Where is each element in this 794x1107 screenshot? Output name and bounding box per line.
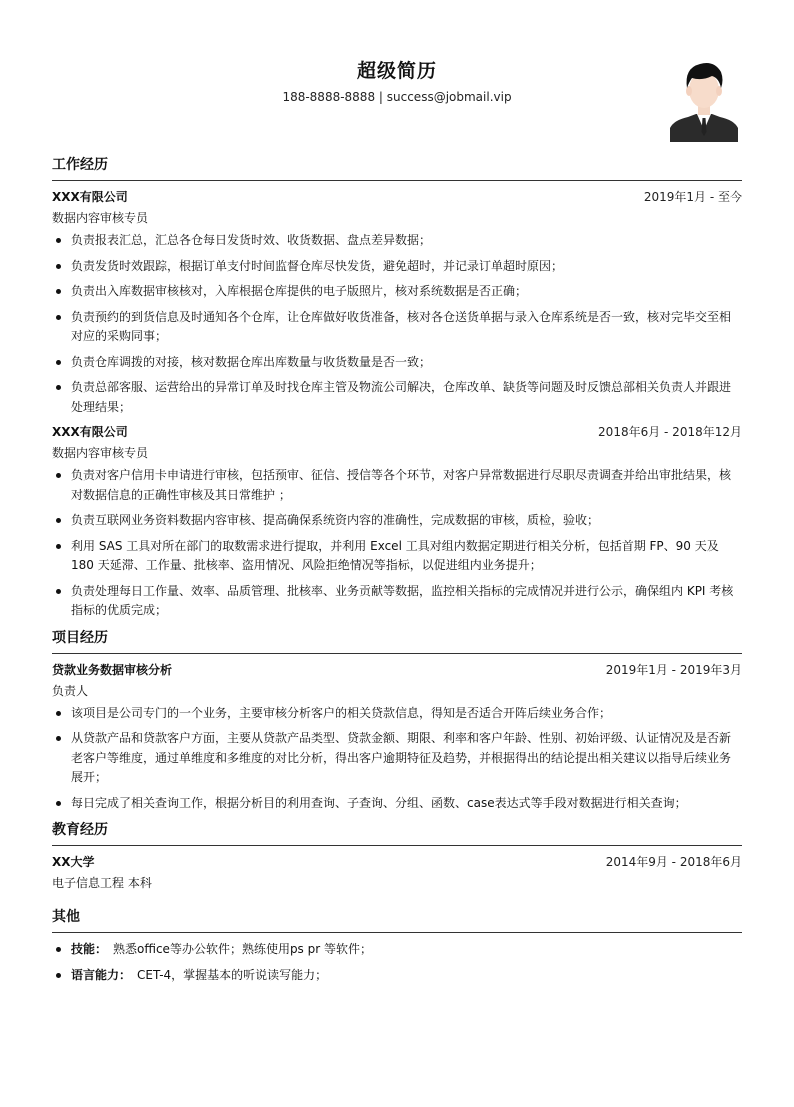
bullet-list	[52, 231, 742, 417]
work-section	[52, 154, 742, 621]
education-section	[52, 819, 742, 896]
list-item: 该项目是公司专门的一个业务，主要审核分析客户的相关贷款信息，得知是否适合开阵后续业务合作；	[52, 704, 742, 724]
entry-date: 2019年1月 - 至今	[643, 190, 742, 204]
work-entry	[52, 188, 742, 417]
other-section	[52, 906, 742, 985]
language-text: CET-4，掌握基本的听说读写能力；	[137, 967, 328, 982]
job-title: 数据内容审核专员	[52, 211, 149, 225]
company-name: XXX有限公司	[52, 190, 128, 204]
entry-date: 2018年6月 - 2018年12月	[598, 425, 742, 439]
list-item	[52, 966, 742, 986]
degree: 电子信息工程 本科	[52, 876, 152, 890]
resume-page	[52, 0, 742, 991]
contact-info: 188-8888-8888 | success@jobmail.vip	[282, 90, 512, 104]
project-role: 负责人	[52, 683, 89, 698]
list-item	[52, 940, 742, 960]
section-title-education: 教育经历	[52, 819, 742, 846]
list-item: 负责互联网业务资料数据内容审核、提高确保系统资内容的准确性，完成数据的审核，质检，验收；	[52, 511, 742, 531]
list-item: 负责预约的到货信息及时通知各个仓库，让仓库做好收货准备，核对各仓送货单据与录入仓库系统是否一致，核对完毕交至相对应的采购同事；	[52, 308, 742, 347]
work-entry	[52, 423, 742, 621]
skill-label: 技能：	[71, 942, 108, 956]
company-name: XXX有限公司	[52, 425, 128, 439]
list-item: 负责出入库数据审核核对，入库根据仓库提供的电子版照片，核对系统数据是否正确；	[52, 282, 742, 302]
list-item: 负责报表汇总，汇总各仓每日发货时效、收货数据、盘点差异数据；	[52, 231, 742, 251]
list-item: 每日完成了相关查询工作，根据分析目的利用查询、子查询、分组、函数、case表达式等手段对数据进行相关查询；	[52, 794, 742, 814]
section-title-other: 其他	[52, 906, 742, 933]
education-entry	[52, 853, 742, 896]
avatar	[670, 54, 738, 142]
project-name: 贷款业务数据审核分析	[52, 662, 173, 677]
school-name: XX大学	[52, 855, 95, 869]
list-item: 负责对客户信用卡申请进行审核，包括预审、征信、授信等各个环节，对客户异常数据进行尽职尽责调查并给出审批结果，核对数据信息的正确性审核及其日常维护 ；	[52, 466, 742, 505]
entry-date: 2019年1月 - 2019年3月	[605, 662, 742, 677]
bullet-list	[52, 704, 742, 814]
project-entry	[52, 661, 742, 814]
entry-date: 2014年9月 - 2018年6月	[605, 855, 742, 869]
section-title-work: 工作经历	[52, 154, 742, 181]
skill-text: 熟悉office等办公软件；熟练使用ps pr 等软件；	[113, 942, 372, 956]
section-title-projects: 项目经历	[52, 627, 742, 654]
list-item: 负责发货时效跟踪，根据订单支付时间监督仓库尽快发货，避免超时，并记录订单超时原因；	[52, 257, 742, 277]
list-item: 负责处理每日工作量、效率、品质管理、批核率、业务贡献等数据，监控相关指标的完成情况并进行公示，确保组内 KPI 考核指标的优质完成；	[52, 582, 742, 621]
projects-section	[52, 627, 742, 814]
list-item: 负责仓库调拨的对接，核对数据仓库出库数量与收货数量是否一致；	[52, 353, 742, 373]
resume-header	[52, 0, 742, 150]
candidate-name: 超级简历	[356, 60, 437, 82]
bullet-list	[52, 940, 742, 985]
list-item: 从贷款产品和贷款客户方面，主要从贷款产品类型、贷款金额、期限、利率和客户年龄、性别、初始评级、认证情况及是否新老客户等维度，通过单维度和多维度的对比分析，得出客户逾期特征及趋势，并根据得出的结论提出相关建议以指导后续业务展开；	[52, 729, 742, 788]
list-item: 利用 SAS 工具对所在部门的取数需求进行提取，并利用 Excel 工具对组内数据定期进行相关分析，包括首期 FP、90 天及 180 天延滞、工作量、批核率、盗用情况、风险拒绝情况等指标，以促进组内业务提升；	[52, 537, 742, 576]
language-label: 语言能力：	[71, 967, 132, 982]
list-item: 负责总部客服、运营给出的异常订单及时找仓库主管及物流公司解决，仓库改单、缺货等问题及时反馈总部相关负责人并跟进处理结果；	[52, 378, 742, 417]
job-title: 数据内容审核专员	[52, 446, 149, 460]
bullet-list	[52, 466, 742, 621]
